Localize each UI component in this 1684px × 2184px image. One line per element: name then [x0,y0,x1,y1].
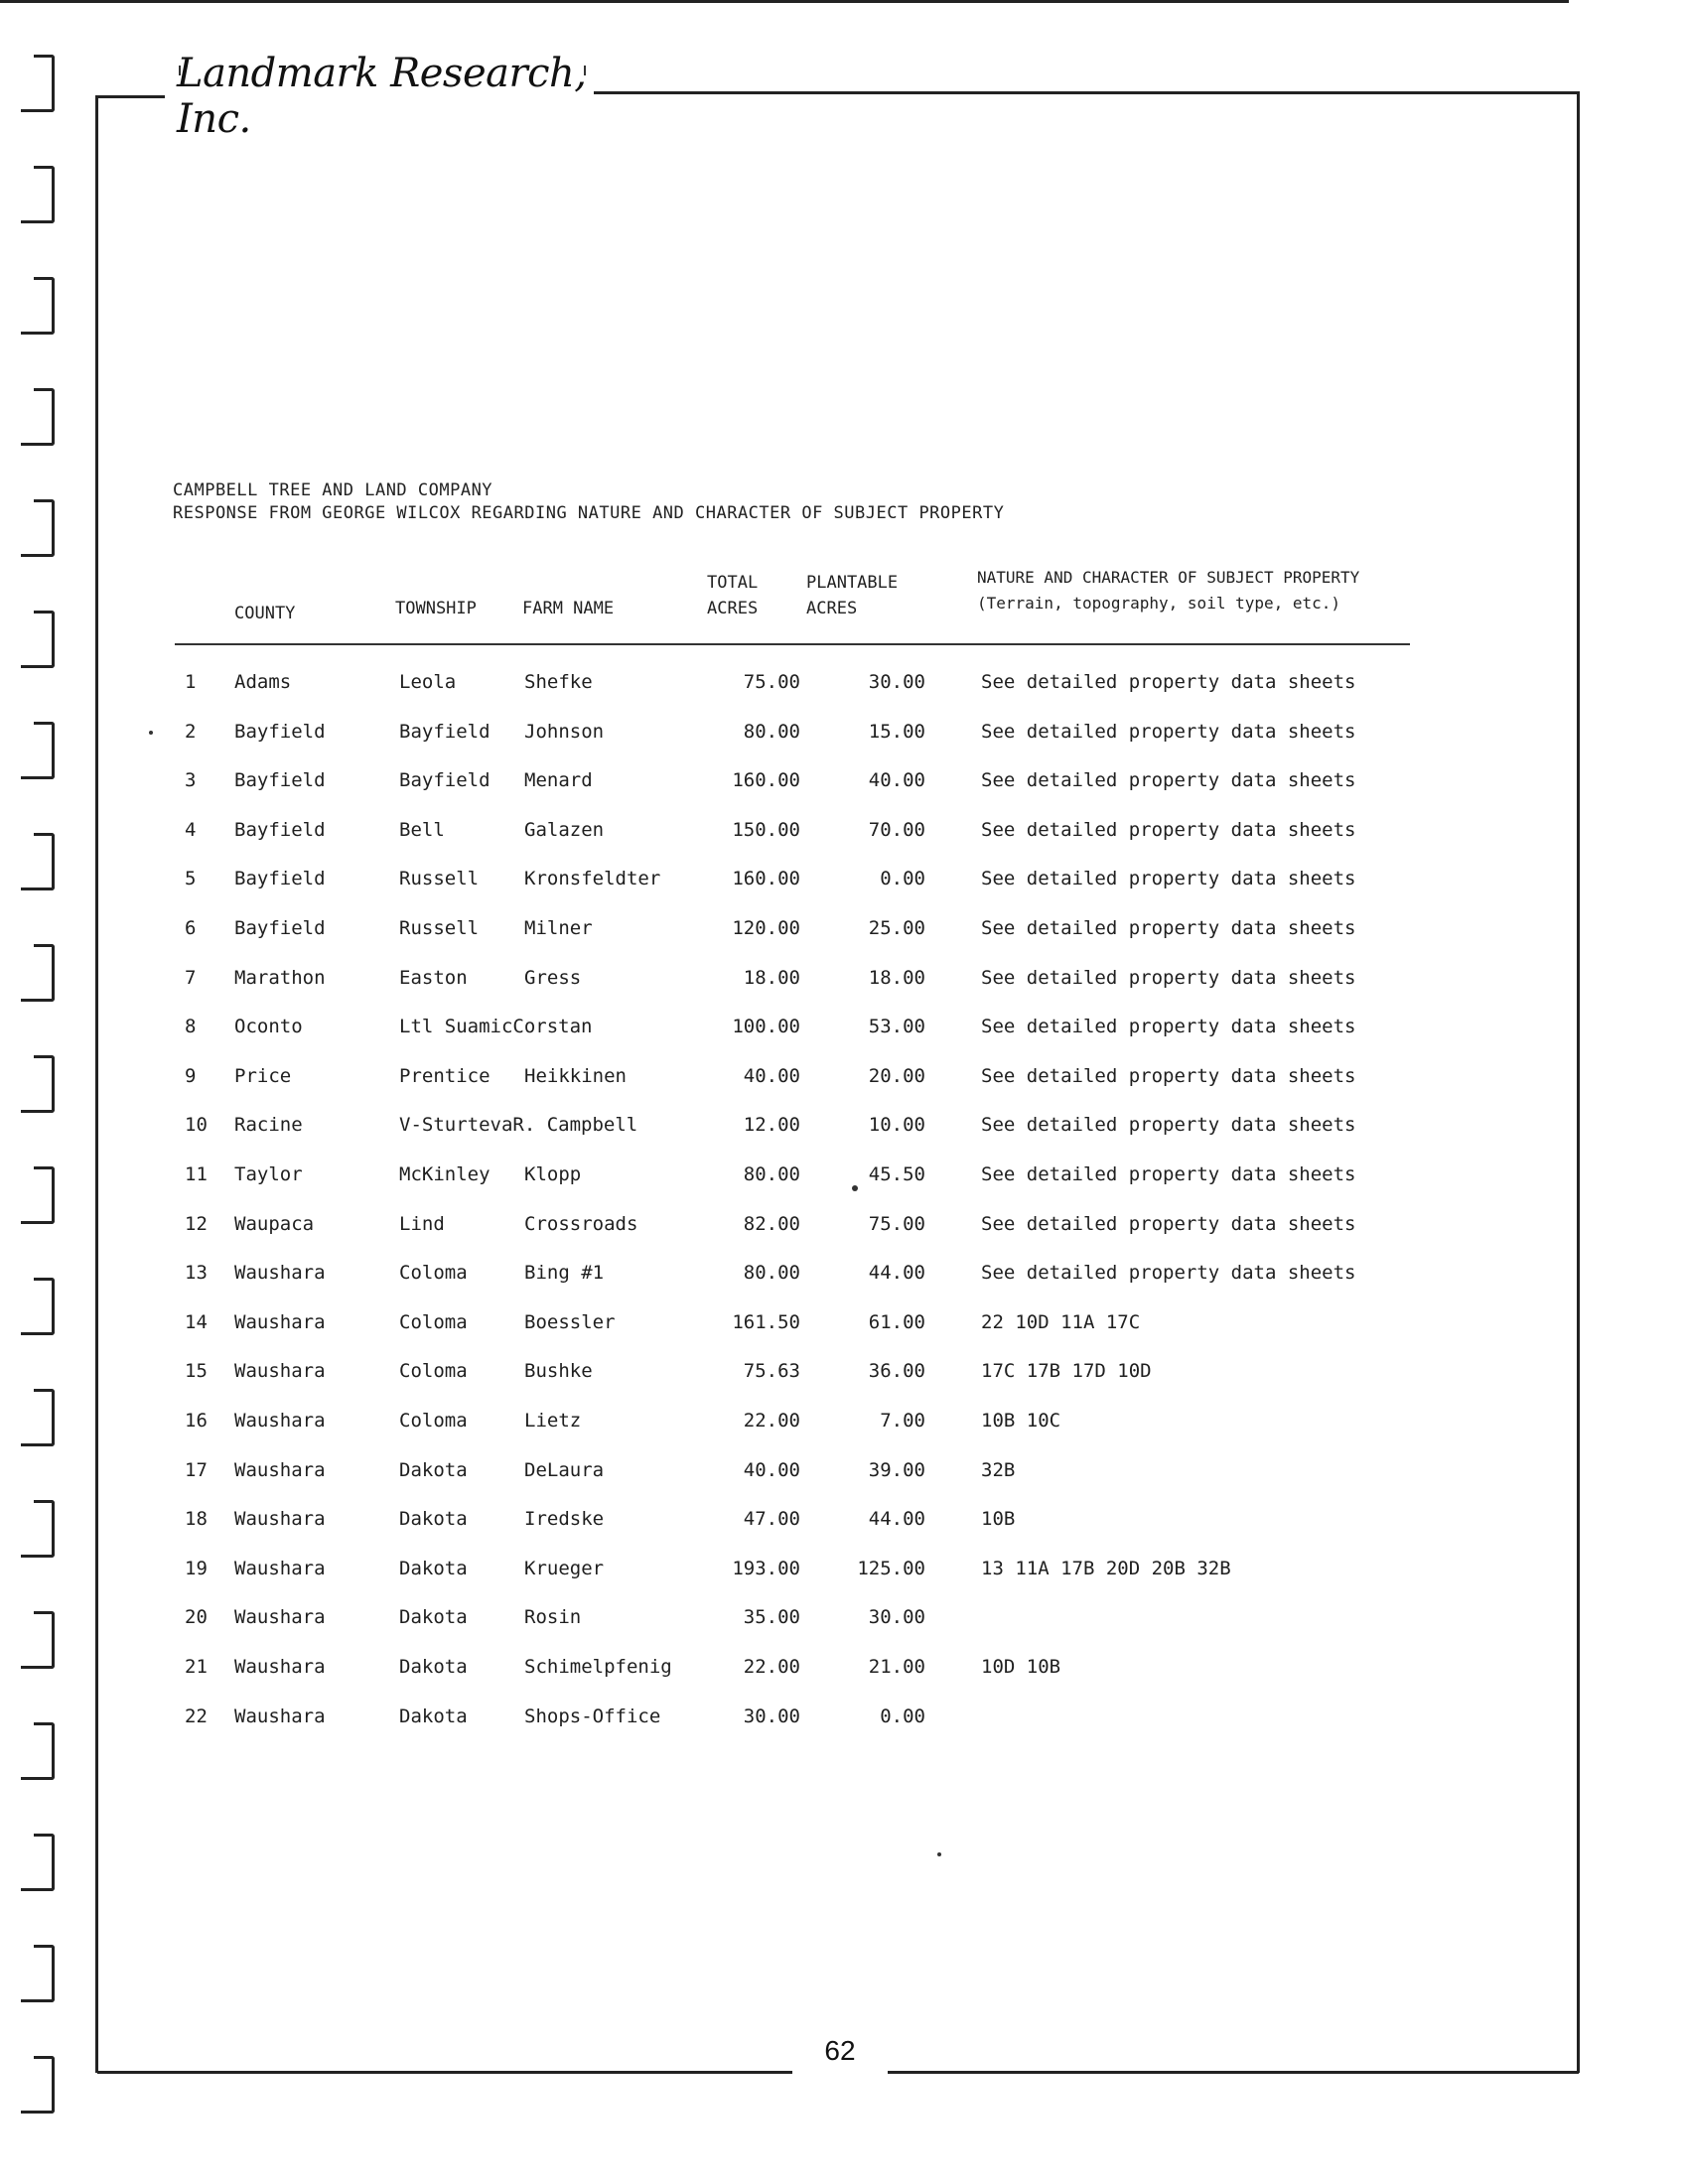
township-cell: McKinley [399,1163,491,1185]
farm-name-cell: Kronsfeldter [524,868,661,889]
nature-cell: See detailed property data sheets [981,769,1356,791]
township-cell: Dakota [399,1508,468,1530]
total-acres-cell: 100.00 [732,1016,800,1037]
page-number: 62 [824,2035,856,2066]
table-row [0,967,1489,1007]
nature-cell: See detailed property data sheets [981,868,1356,889]
plantable-acres-cell: 45.50 [868,1163,925,1185]
page-frame-bottom-left [97,2071,792,2074]
farm-name-cell: Klopp [524,1163,582,1185]
binder-ring-icon [34,277,55,335]
row-number: 9 [185,1065,197,1087]
table-row [0,1114,1489,1154]
farm-name-cell: Menard [524,769,593,791]
plantable-acres-cell: 75.00 [868,1213,925,1235]
company-logo: Landmark Research, Inc. [177,51,587,142]
plantable-acres-cell: 44.00 [868,1508,925,1530]
page-frame-bottom-right [888,2071,1579,2074]
row-number: 19 [185,1558,208,1579]
county-cell: Waushara [234,1360,326,1382]
table-row [0,1706,1489,1745]
county-cell: Taylor [234,1163,303,1185]
binder-rings [34,55,64,2169]
column-header-total-acres-line2: ACRES [707,599,759,618]
township-cell: Coloma [399,1410,468,1432]
binder-ring-icon [34,2056,55,2114]
plantable-acres-cell: 125.00 [857,1558,925,1579]
nature-cell: See detailed property data sheets [981,1114,1356,1136]
county-cell: Waushara [234,1656,326,1678]
county-cell: Waushara [234,1558,326,1579]
table-row [0,917,1489,957]
county-cell: Waushara [234,1606,326,1628]
total-acres-cell: 82.00 [743,1213,800,1235]
nature-cell: See detailed property data sheets [981,671,1356,693]
row-number: 18 [185,1508,208,1530]
table-row [0,1311,1489,1351]
table-row [0,819,1489,859]
total-acres-cell: 40.00 [743,1459,800,1481]
total-acres-cell: 80.00 [743,1163,800,1185]
row-number: 20 [185,1606,208,1628]
column-header-farm-name: FARM NAME [522,599,615,618]
binder-ring-icon [34,1834,55,1891]
county-cell: Waupaca [234,1213,315,1235]
township-cell: Russell [399,868,480,889]
plantable-acres-cell: 70.00 [868,819,925,841]
row-number: 12 [185,1213,208,1235]
plantable-acres-cell: 39.00 [868,1459,925,1481]
page-frame-right [1577,91,1580,2073]
table-row [0,1508,1489,1548]
county-cell: Bayfield [234,819,326,841]
table-row [0,769,1489,809]
plantable-acres-cell: 21.00 [868,1656,925,1678]
plantable-acres-cell: 36.00 [868,1360,925,1382]
farm-name-cell: Iredske [524,1508,605,1530]
township-cell: Easton [399,967,468,989]
county-cell: Bayfield [234,769,326,791]
plantable-acres-cell: 18.00 [868,967,925,989]
county-cell: Waushara [234,1508,326,1530]
township-cell: Coloma [399,1360,468,1382]
county-cell: Waushara [234,1262,326,1284]
township-cell: Russell [399,917,480,939]
township-cell: Coloma [399,1262,468,1284]
total-acres-cell: 161.50 [732,1311,800,1333]
scan-speck [852,1185,858,1191]
county-cell: Waushara [234,1459,326,1481]
binder-ring-icon [34,55,55,112]
total-acres-cell: 193.00 [732,1558,800,1579]
row-number: 22 [185,1706,208,1727]
table-row [0,671,1489,711]
township-cell: Bayfield [399,721,491,743]
total-acres-cell: 160.00 [732,769,800,791]
binder-ring-icon [34,388,55,446]
farm-name-cell: Shops-Office [524,1706,661,1727]
nature-cell: 10B 10C [981,1410,1061,1432]
binder-ring-icon [34,499,55,557]
binder-ring-icon [34,611,55,668]
county-cell: Marathon [234,967,326,989]
total-acres-cell: 22.00 [743,1656,800,1678]
column-header-nature-line1: NATURE AND CHARACTER OF SUBJECT PROPERTY [977,568,1360,587]
plantable-acres-cell: 53.00 [868,1016,925,1037]
total-acres-cell: 120.00 [732,917,800,939]
nature-cell: 32B [981,1459,1016,1481]
plantable-acres-cell: 0.00 [880,1706,925,1727]
county-cell: Bayfield [234,868,326,889]
scan-speck [149,731,153,735]
township-cell: Bayfield [399,769,491,791]
nature-cell: See detailed property data sheets [981,1262,1356,1284]
county-cell: Waushara [234,1311,326,1333]
binder-ring-icon [34,166,55,223]
township-cell: Dakota [399,1459,468,1481]
county-cell: Adams [234,671,292,693]
total-acres-cell: 80.00 [743,1262,800,1284]
plantable-acres-cell: 30.00 [868,1606,925,1628]
row-number: 1 [185,671,197,693]
farm-name-cell: Bushke [524,1360,593,1382]
column-header-nature-line2: (Terrain, topography, soil type, etc.) [977,594,1341,613]
nature-cell: See detailed property data sheets [981,721,1356,743]
page-frame-top-right [594,91,1579,94]
total-acres-cell: 18.00 [743,967,800,989]
column-header-plantable-acres-line2: ACRES [806,599,858,618]
nature-cell: 13 11A 17B 20D 20B 32B [981,1558,1231,1579]
township-cell: Lind [399,1213,445,1235]
table-row [0,1656,1489,1696]
plantable-acres-cell: 7.00 [880,1410,925,1432]
column-header-plantable-acres-line1: PLANTABLE [806,573,899,593]
farm-name-cell: Shefke [524,671,593,693]
plantable-acres-cell: 0.00 [880,868,925,889]
total-acres-cell: 30.00 [743,1706,800,1727]
scan-speck [937,1852,941,1856]
township-cell: Dakota [399,1656,468,1678]
total-acres-cell: 80.00 [743,721,800,743]
row-number: 21 [185,1656,208,1678]
farm-name-cell: Bing #1 [524,1262,605,1284]
farm-name-cell: Milner [524,917,593,939]
nature-cell: See detailed property data sheets [981,917,1356,939]
nature-cell: See detailed property data sheets [981,1065,1356,1087]
nature-cell: 22 10D 11A 17C [981,1311,1141,1333]
table-row [0,868,1489,907]
nature-cell: See detailed property data sheets [981,819,1356,841]
row-number: 2 [185,721,197,743]
total-acres-cell: 75.00 [743,671,800,693]
table-row [0,1558,1489,1597]
township-cell: Dakota [399,1558,468,1579]
county-cell: Oconto [234,1016,303,1037]
page-frame-top-left [95,95,165,98]
township-cell: Bell [399,819,445,841]
nature-cell: See detailed property data sheets [981,1016,1356,1037]
row-number: 5 [185,868,197,889]
total-acres-cell: 75.63 [743,1360,800,1382]
row-number: 6 [185,917,197,939]
row-number: 13 [185,1262,208,1284]
total-acres-cell: 12.00 [743,1114,800,1136]
farm-name-cell: Boessler [524,1311,616,1333]
farm-name-cell: DeLaura [524,1459,605,1481]
township-cell: Prentice [399,1065,491,1087]
county-cell: Waushara [234,1410,326,1432]
row-number: 16 [185,1410,208,1432]
total-acres-cell: 150.00 [732,819,800,841]
table-row [0,1016,1489,1055]
plantable-acres-cell: 10.00 [868,1114,925,1136]
row-number: 11 [185,1163,208,1185]
table-row [0,1262,1489,1301]
table-row [0,1459,1489,1499]
plantable-acres-cell: 40.00 [868,769,925,791]
table-header-rule [175,643,1410,645]
total-acres-cell: 47.00 [743,1508,800,1530]
farm-name-cell: Gress [524,967,582,989]
table-row [0,1360,1489,1400]
plantable-acres-cell: 25.00 [868,917,925,939]
document-subtitle: RESPONSE FROM GEORGE WILCOX REGARDING NATURE AND CHARACTER OF SUBJECT PROPERTY [173,503,1005,523]
binder-ring-icon [34,1945,55,2002]
farm-name-cell: Heikkinen [524,1065,627,1087]
plantable-acres-cell: 61.00 [868,1311,925,1333]
table-row [0,1606,1489,1646]
nature-cell: 10B [981,1508,1016,1530]
plantable-acres-cell: 30.00 [868,671,925,693]
table-row [0,1163,1489,1203]
farm-name-cell: Rosin [524,1606,582,1628]
township-cell: Coloma [399,1311,468,1333]
farm-name-cell: Krueger [524,1558,605,1579]
total-acres-cell: 22.00 [743,1410,800,1432]
county-cell: Bayfield [234,917,326,939]
nature-cell: See detailed property data sheets [981,967,1356,989]
township-cell: Dakota [399,1706,468,1727]
row-number: 4 [185,819,197,841]
row-number: 15 [185,1360,208,1382]
scan-top-edge-line [0,0,1569,3]
county-cell: Bayfield [234,721,326,743]
farm-name-cell: Galazen [524,819,605,841]
township-cell: Ltl SuamicCorstan [399,1016,593,1037]
row-number: 17 [185,1459,208,1481]
document-title: CAMPBELL TREE AND LAND COMPANY [173,480,493,500]
nature-cell: 17C 17B 17D 10D [981,1360,1152,1382]
column-header-total-acres-line1: TOTAL [707,573,759,593]
total-acres-cell: 40.00 [743,1065,800,1087]
county-cell: Price [234,1065,292,1087]
row-number: 14 [185,1311,208,1333]
nature-cell: 10D 10B [981,1656,1061,1678]
plantable-acres-cell: 15.00 [868,721,925,743]
table-row [0,1410,1489,1449]
row-number: 10 [185,1114,208,1136]
total-acres-cell: 160.00 [732,868,800,889]
table-row [0,721,1489,760]
county-cell: Racine [234,1114,303,1136]
farm-name-cell: Crossroads [524,1213,638,1235]
nature-cell: See detailed property data sheets [981,1213,1356,1235]
table-row [0,1213,1489,1253]
column-header-county: COUNTY [234,604,296,623]
row-number: 7 [185,967,197,989]
column-header-township: TOWNSHIP [395,599,477,618]
table-row [0,1065,1489,1105]
plantable-acres-cell: 44.00 [868,1262,925,1284]
township-cell: V-SturtevaR. Campbell [399,1114,638,1136]
township-cell: Dakota [399,1606,468,1628]
row-number: 8 [185,1016,197,1037]
plantable-acres-cell: 20.00 [868,1065,925,1087]
county-cell: Waushara [234,1706,326,1727]
nature-cell: See detailed property data sheets [981,1163,1356,1185]
total-acres-cell: 35.00 [743,1606,800,1628]
farm-name-cell: Schimelpfenig [524,1656,672,1678]
township-cell: Leola [399,671,457,693]
farm-name-cell: Johnson [524,721,605,743]
farm-name-cell: Lietz [524,1410,582,1432]
row-number: 3 [185,769,197,791]
